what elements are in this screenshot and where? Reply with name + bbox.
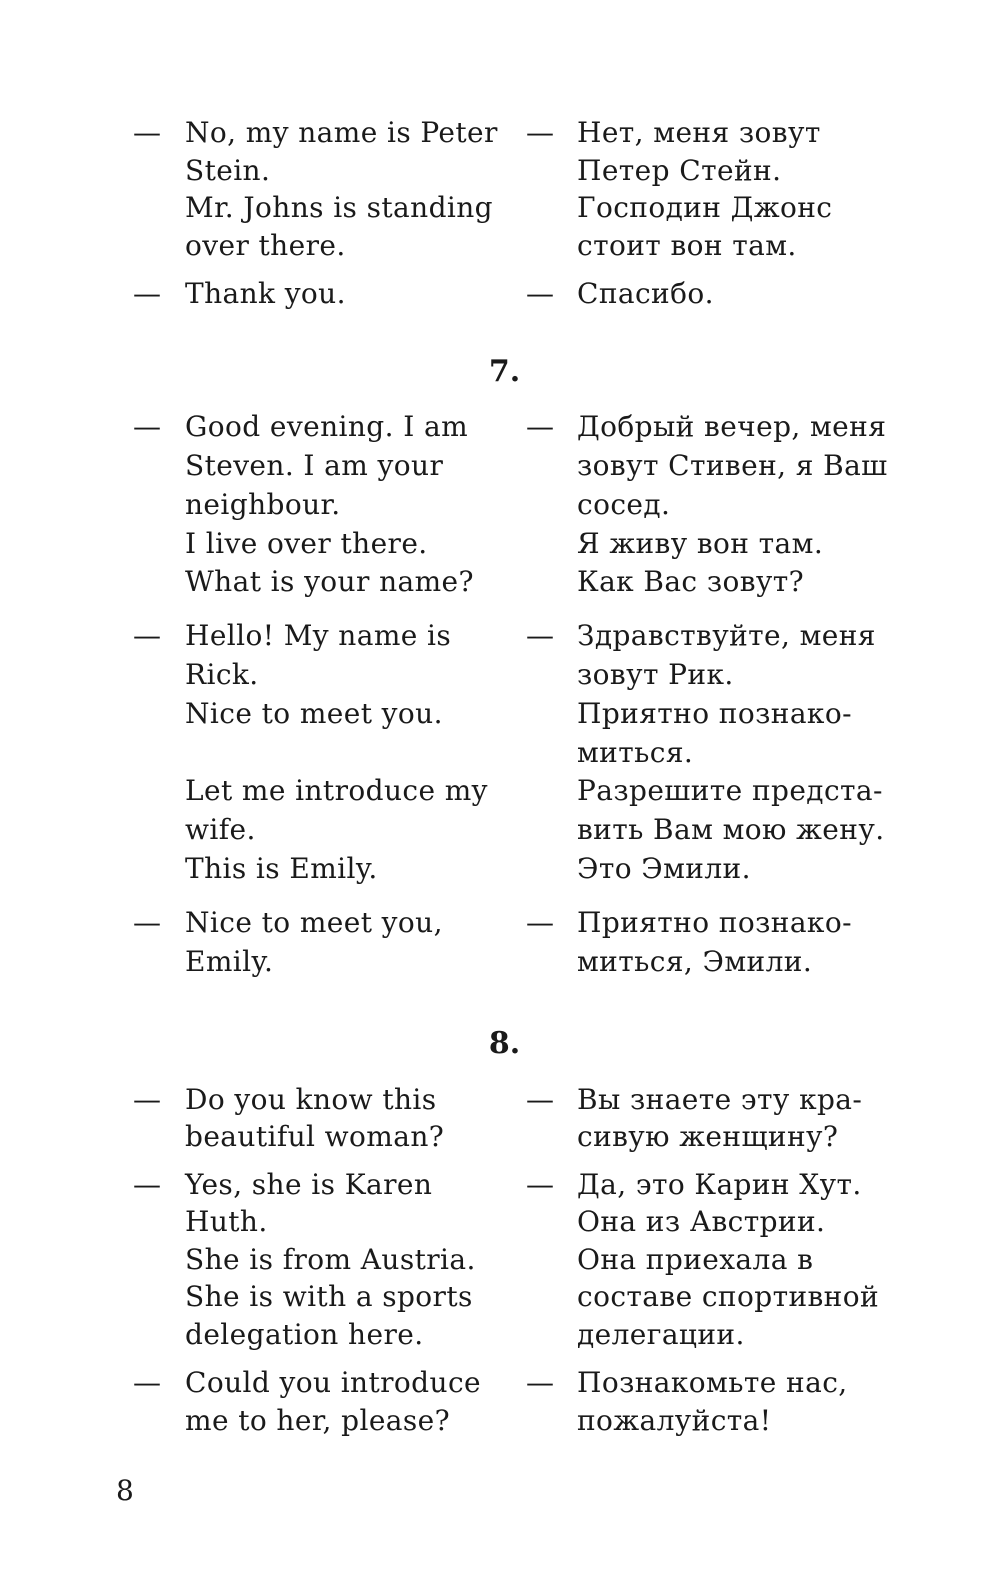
dialogue-dash-ru: — [526, 410, 554, 443]
russian-line: вить Вам мою жену. [577, 813, 885, 846]
english-line: Let me introduce my [185, 774, 488, 807]
russian-line: Добрый вечер, меня [577, 410, 887, 443]
russian-line: Она приехала в [577, 1243, 814, 1276]
english-line: Do you know this [185, 1083, 437, 1116]
russian-line: Нет, меня зовут [577, 116, 821, 149]
russian-line: Господин Джонс [577, 191, 833, 224]
russian-line: Это Эмили. [577, 852, 751, 885]
english-line: Yes, she is Karen [185, 1168, 433, 1201]
section-heading: 8. [488, 1026, 521, 1061]
russian-line: Приятно познако- [577, 697, 852, 730]
english-line: Could you introduce [185, 1366, 481, 1399]
russian-line: зовут Стивен, я Ваш [577, 449, 888, 482]
english-line: What is your name? [185, 565, 474, 598]
dialogue-dash-en: — [133, 1083, 161, 1116]
dialogue-dash-en: — [133, 1366, 161, 1399]
dialogue-dash-ru: — [526, 906, 554, 939]
dialogue-dash-en: — [133, 906, 161, 939]
english-line: Good evening. I am [185, 410, 469, 443]
dialogue-dash-ru: — [526, 619, 554, 652]
dialogue-dash-en: — [133, 277, 161, 310]
english-line: No, my name is Peter [185, 116, 498, 149]
russian-line: пожалуйста! [577, 1404, 772, 1437]
section-heading: 7. [488, 354, 521, 389]
dialogue-dash-ru: — [526, 277, 554, 310]
english-line: neighbour. [185, 488, 341, 521]
dialogue-dash-ru: — [526, 116, 554, 149]
english-line: Emily. [185, 945, 274, 978]
english-line: Hello! My name is [185, 619, 452, 652]
english-line: delegation here. [185, 1318, 424, 1351]
russian-line: стоит вон там. [577, 229, 797, 262]
russian-line: миться. [577, 736, 694, 769]
english-line: Stein. [185, 154, 271, 187]
russian-line: Да, это Карин Хут. [577, 1168, 862, 1201]
english-line: I live over there. [185, 527, 428, 560]
russian-line: сосед. [577, 488, 671, 521]
russian-line: Я живу вон там. [577, 527, 824, 560]
dialogue-dash-ru: — [526, 1083, 554, 1116]
english-line: Thank you. [185, 277, 346, 310]
english-line: beautiful woman? [185, 1120, 445, 1153]
english-line: She is from Austria. [185, 1243, 476, 1276]
russian-line: Петер Стейн. [577, 154, 782, 187]
english-line: Nice to meet you, [185, 906, 443, 939]
english-line: Nice to meet you. [185, 697, 443, 730]
russian-line: зовут Рик. [577, 658, 734, 691]
english-line: This is Emily. [185, 852, 378, 885]
dialogue-dash-ru: — [526, 1366, 554, 1399]
russian-line: составе спортивной [577, 1280, 880, 1313]
russian-line: Приятно познако- [577, 906, 852, 939]
english-line: Mr. Johns is standing [185, 191, 494, 224]
english-line: Steven. I am your [185, 449, 444, 482]
english-line: wife. [185, 813, 256, 846]
english-line: me to her, please? [185, 1404, 451, 1437]
russian-line: сивую женщину? [577, 1120, 839, 1153]
dialogue-dash-en: — [133, 410, 161, 443]
english-line: Rick. [185, 658, 259, 691]
dialogue-dash-en: — [133, 1168, 161, 1201]
page-number: 8 [116, 1474, 134, 1507]
dialogue-dash-en: — [133, 116, 161, 149]
english-line: Huth. [185, 1205, 268, 1238]
dialogue-dash-ru: — [526, 1168, 554, 1201]
russian-line: Спасибо. [577, 277, 714, 310]
russian-line: Как Вас зовут? [577, 565, 805, 598]
russian-line: Она из Австрии. [577, 1205, 826, 1238]
russian-line: делегации. [577, 1318, 745, 1351]
dialogue-dash-en: — [133, 619, 161, 652]
russian-line: Разрешите предста- [577, 774, 883, 807]
russian-line: миться, Эмили. [577, 945, 813, 978]
english-line: She is with a sports [185, 1280, 473, 1313]
russian-line: Здравствуйте, меня [577, 619, 876, 652]
english-line: over there. [185, 229, 346, 262]
russian-line: Вы знаете эту кра- [577, 1083, 863, 1116]
russian-line: Познакомьте нас, [577, 1366, 848, 1399]
